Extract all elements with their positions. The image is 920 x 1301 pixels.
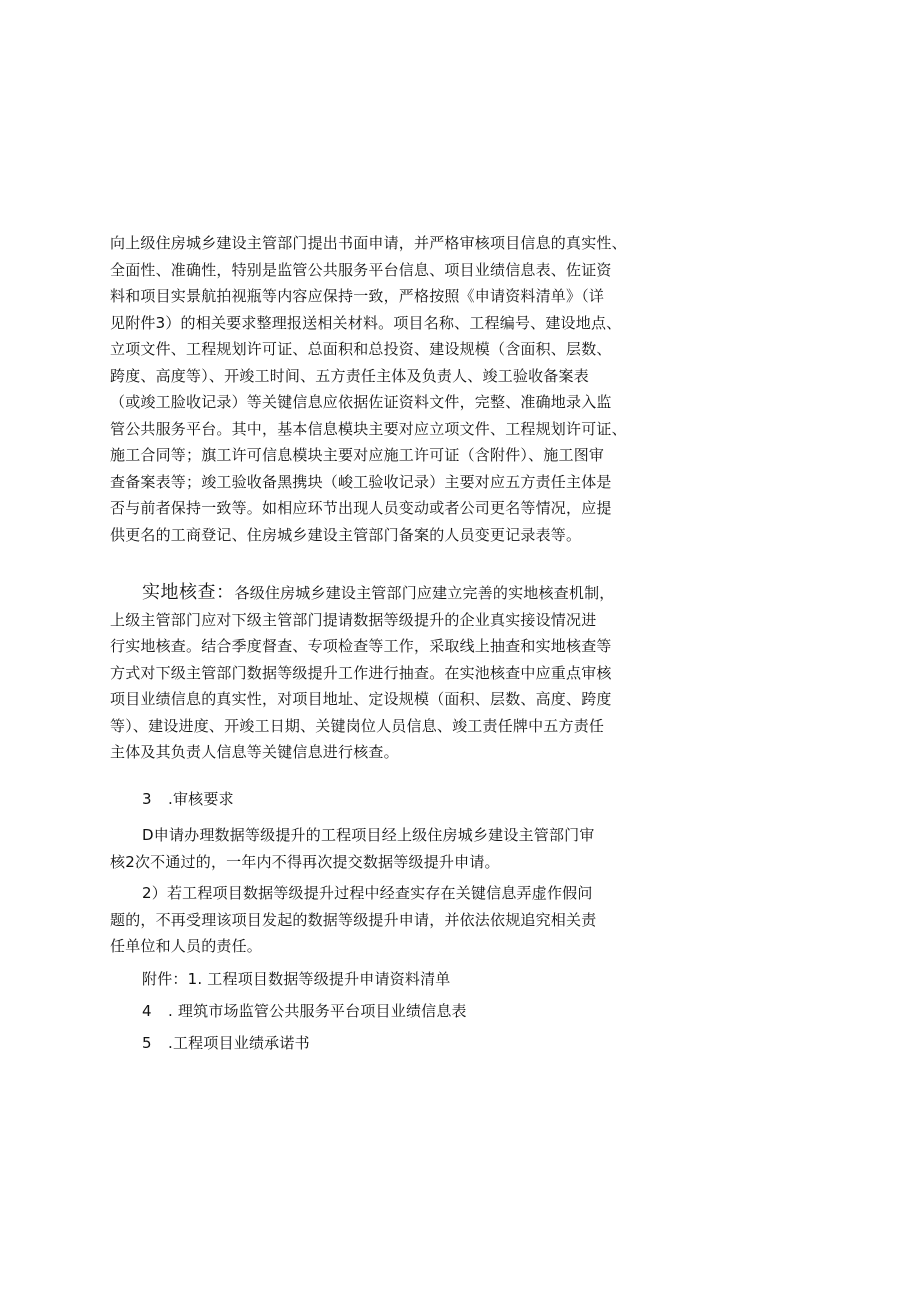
paragraph-line: 施工合同等；旗工许可信息模块主要对应施工许可证（含附件）、施工图审 [110,446,605,464]
attachment-text: . 理筑市场监管公共服务平台项目业绩信息表 [168,1002,467,1020]
onsite-paragraph [110,580,630,766]
paragraph-line: 任单位和人员的责任。 [110,937,263,955]
attachment-number: 4 [142,1002,152,1020]
paragraph-line: 方式对下级主管部门数据等级提升工作进行抽查。在实池核查中应重点审核 [110,663,612,682]
paragraph-line: 跨度、高度等）、开竣工时间、五方责任主体及负责人、竣工验收备案表 [110,366,589,385]
paragraph-line: 见附件3）的相关要求整理报送相关材料。项目名称、工程编号、建设地点、 [110,313,622,332]
review-paragraph [110,230,630,548]
paragraph-line: 查备案表等；竣工验收备黑携块（峻工验收记录）主要对应五方责任主体是 [110,472,612,491]
paragraph-line: 等）、建设进度、开竣工日期、关键岗位人员信息、竣工责任牌中五方责任 [110,716,605,735]
requirement-item-2 [110,880,630,960]
paragraph-line: 题的，不再受理该项目发起的数据等级提升申请，并依法依规追究相关责 [110,910,597,929]
paragraph-line: 主体及其负责人信息等关键信息进行核查。 [110,743,399,761]
attachment-item [110,966,630,993]
attachments-label: 附件： [142,970,188,988]
paragraph-line: 上级主管部门应对下级主管部门提请数据等级提升的企业真实接设情况进 [110,610,597,629]
paragraph-line: 料和项目实景航拍视瓶等内容应保持一致，严格按照《申请资料清单》（详 [110,287,605,305]
paragraph-line: 项目业绩信息的真实性，对项目地址、定设规模（面积、层数、高度、跨度 [110,690,612,708]
paragraph-line: 核2次不通过的，一年内不得再次提交数据等级提升申请。 [110,852,500,871]
section-title: .审核要求 [168,790,234,808]
paragraph-line: 供更名的工商登记、住房城乡建设主管部门备案的人员变更记录表等。 [110,525,582,544]
paragraph-line: 行实地核查。结合季度督查、专项检查等工作，采取线上抽查和实地核查等 [110,637,612,655]
attachment-item-4 [110,998,630,1025]
paragraph-first-line [110,580,630,607]
paragraph-line: 全面性、准确性，特别是监管公共服务平台信息、项目业绩信息表、佐证资 [110,260,612,279]
onsite-first-line-text: 各级住房城乡建设主管部门应建立完善的实地核查机制， [234,584,615,602]
attachment-number: 5 [142,1034,152,1052]
paragraph-line: D申请办理数据等级提升的工程项目经上级住房城乡建设主管部门审 [142,826,595,844]
paragraph-line: 管公共服务平台。其中，基本信息模块主要对应立项文件、工程规划许可证、 [110,419,627,438]
section-number: 3 [142,790,152,808]
section-heading [110,786,630,813]
requirement-item-1 [110,822,630,875]
paragraph-line: 向上级住房城乡建设主管部门提出书面申请，并严格审核项目信息的真实性、 [110,234,627,252]
attachment-item-5 [110,1030,630,1057]
attachments-list [110,966,630,993]
paragraph-line: 2）若工程项目数据等级提升过程中经查实存在关键信息弄虚作假问 [142,884,593,902]
paragraph-line: （或竣工脸收记录）等关键信息应依据佐证资料文件，完整、准确地录入监 [110,393,612,411]
attachment-text: 1. 工程项目数据等级提升申请资料清单 [187,970,451,988]
onsite-term: 实地核查： [142,582,235,603]
attachment-text: .工程项目业绩承诺书 [168,1034,310,1052]
paragraph-line: 立项文件、工程规划许可证、总面积和总投资、建设规模（含面积、层数、 [110,340,612,358]
paragraph-line: 否与前者保持一致等。如相应环节出现人员变动或者公司更名等情况，应提 [110,499,612,517]
